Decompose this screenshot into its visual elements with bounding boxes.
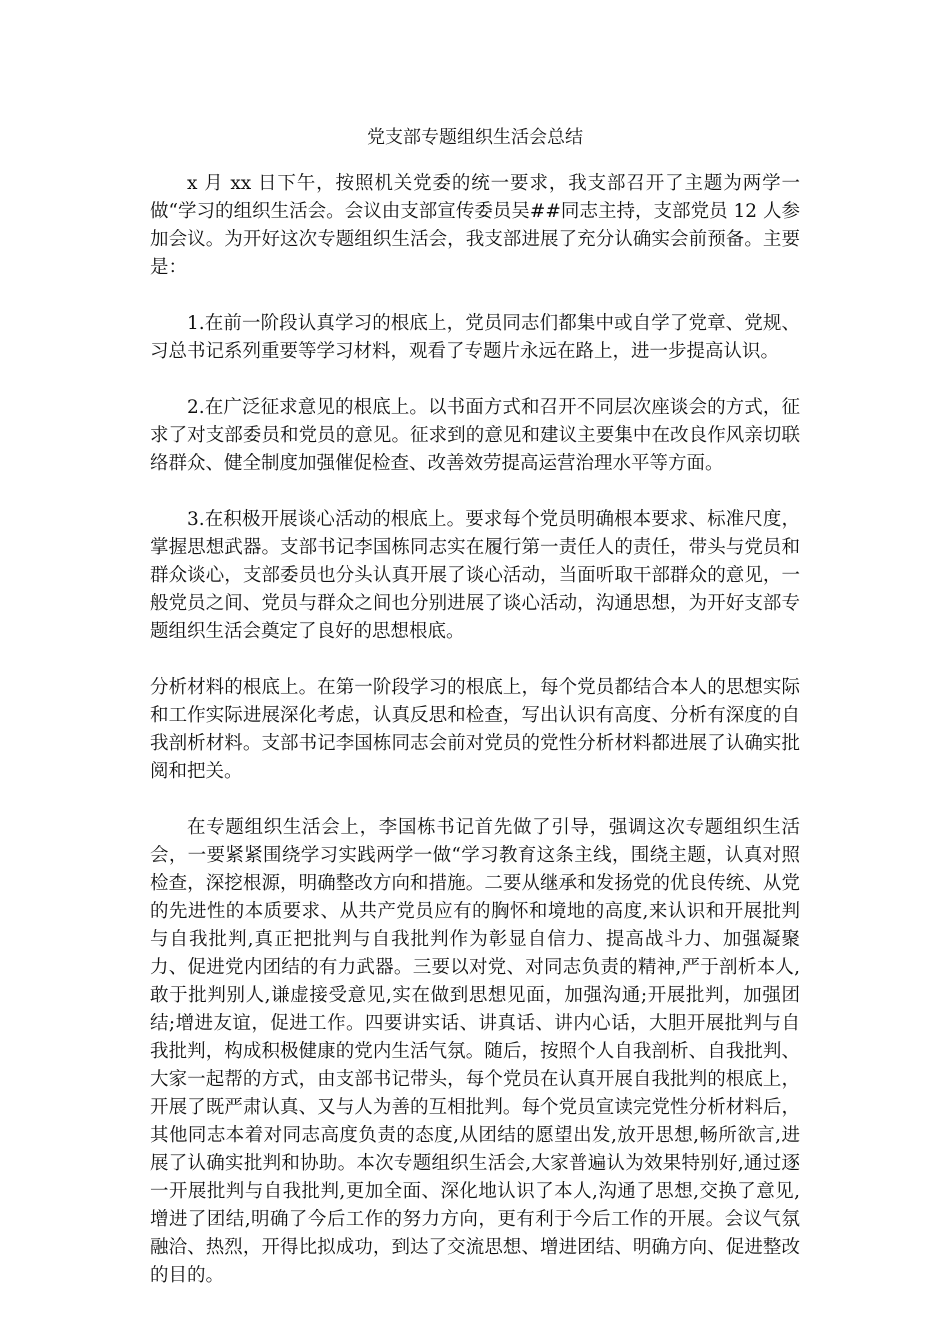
- paragraph-item-1: 1.在前一阶段认真学习的根底上，党员同志们都集中或自学了党章、党规、习总书记系列重要等学习材料，观看了专题片永远在路上，进一步提高认识。: [150, 313, 800, 362]
- document-title: 党支部专题组织生活会总结: [367, 127, 583, 148]
- paragraph-meeting: 在专题组织生活会上，李国栋书记首先做了引导，强调这次专题组织生活会，一要紧紧围绕学习实践两学一做“学习教育这条主线，围绕主题，认真对照检查，深挖根源，明确整改方向和措施。二要从继承和发扬党的优良传统、从党的先进性的本质要求、从共产党员应有的胸怀和境地的高度,来认识和开展批判与自我批判,真正把批判与自我批判作为彰显自信力、提高战斗力、加强凝聚力、促进党内团结的有力武器。三要以对党、对同志负责的精神,严于剖析本人,敢于批判别人,谦虚接受意见,实在做到思想见面，加强沟通;开展批判，加强团结;增进友谊，促进工作。四要讲实话、讲真话、讲内心话，大胆开展批判与自我批判，构成积极健康的党内生活气氛。随后，按照个人自我剖析、自我批判、大家一起帮的方式，由支部书记带头，每个党员在认真开展自我批判的根底上，开展了既严肃认真、又与人为善的互相批判。每个党员宣读完党性分析材料后，其他同志本着对同志高度负责的态度,从团结的愿望出发,放开思想,畅所欲言,进展了认确实批判和协助。本次专题组织生活会,大家普遍认为效果特别好,通过逐一开展批判与自我批判,更加全面、深化地认识了本人,沟通了思想,交换了意见,增进了团结,明确了今后工作的努力方向，更有利于今后工作的开展。会议气氛融洽、热烈，开得比拟成功，到达了交流思想、增进团结、明确方向、促进整改的目的。: [150, 817, 800, 1286]
- paragraph-item-3: 3.在积极开展谈心活动的根底上。要求每个党员明确根本要求、标准尺度，掌握思想武器。支部书记李国栋同志实在履行第一责任人的责任，带头与党员和群众谈心，支部委员也分头认真开展了谈心活动，当面听取干部群众的意见，一般党员之间、党员与群众之间也分别进展了谈心活动，沟通思想，为开好支部专题组织生活会奠定了良好的思想根底。: [150, 509, 800, 642]
- document-body: [150, 124, 800, 1318]
- paragraph-intro: x 月 xx 日下午，按照机关党委的统一要求，我支部召开了主题为两学一做“学习的组织生活会。会议由支部宣传委员吴##同志主持，支部党员 12 人参加会议。为开好这次专题组织生活会，我支部进展了充分认确实会前预备。主要是：: [150, 173, 800, 278]
- paragraph-analysis: 分析材料的根底上。在第一阶段学习的根底上，每个党员都结合本人的思想实际和工作实际进展深化考虑，认真反思和检查，写出认识有高度、分析有深度的自我剖析材料。支部书记李国栋同志会前对党员的党性分析材料都进展了认确实批阅和把关。: [150, 677, 800, 782]
- paragraph-item-2: 2.在广泛征求意见的根底上。以书面方式和召开不同层次座谈会的方式，征求了对支部委员和党员的意见。征求到的意见和建议主要集中在改良作风亲切联络群众、健全制度加强催促检查、改善效劳提高运营治理水平等方面。: [150, 397, 800, 474]
